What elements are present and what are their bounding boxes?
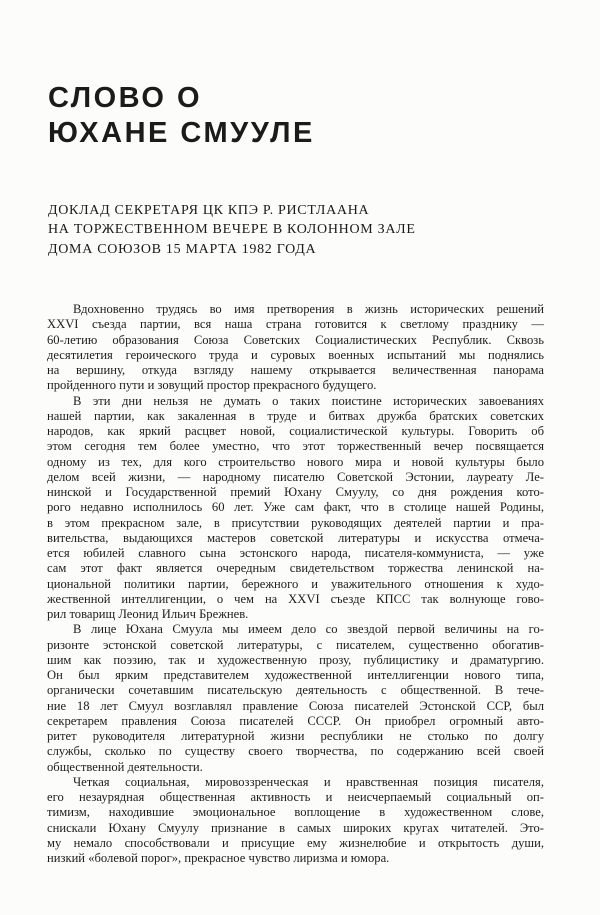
text-line: ризонте эстонской советской литературы, с писателем, существенно обогатив-: [47, 637, 544, 652]
text-line: нашей партии, как закаленная в труде и битвах дружба братских советских: [47, 408, 544, 423]
text-line: XXVI съезда партии, вся наша страна готовится к светлому празднику —: [47, 317, 544, 332]
text-line: в этом прекрасном зале, в присутствии руководящих деятелей партии и пра-: [47, 515, 544, 530]
report-subtitle: [48, 201, 416, 259]
text-line: общественной деятельности.: [47, 759, 203, 774]
subtitle-line-3: ДОМА СОЮЗОВ 15 МАРТА 1982 ГОДА: [48, 241, 317, 257]
page-title-line-2: ЮХАНЕ СМУУЛЕ: [48, 117, 315, 149]
text-line: ние 18 лет Смуул возглавлял правление Союза писателей Эстонской ССР, был: [47, 698, 544, 713]
text-line: В лице Юхана Смуула мы имеем дело со звездой первой величины на го-: [73, 622, 544, 637]
page-title-line-1: СЛОВО О: [48, 82, 203, 114]
text-line: делом всей жизни, — народному писателю Советской Эстонии, лауреату Ле-: [47, 469, 544, 484]
text-line: В эти дни нельзя не думать о таких поистине исторических завоеваниях: [73, 393, 544, 408]
text-line: рого недавно исполнилось 60 лет. Уже сам факт, что в столице нашей Родины,: [47, 500, 544, 515]
paragraph: [47, 775, 544, 867]
text-line: нинской и Государственной премий Юхану Смуулу, со дня рождения кото-: [47, 485, 544, 499]
text-line: на вершину, откуда взгляду нашему открывается величественная панорама: [47, 363, 544, 377]
text-line: органически сочетавшим писательскую деятельность с общественной. В тече-: [47, 683, 544, 698]
text-line: сам этот факт является очередным свидетельством торжества ленинской на-: [47, 561, 544, 576]
text-line: службы, сколько по существу своего творчества, по содержанию всей своей: [47, 744, 544, 759]
text-line: му немало способствовали и присущие ему жизнелюбие и открытость души,: [47, 835, 544, 850]
text-line: пройденного пути и зовущий простор прекрасного будущего.: [47, 378, 377, 393]
text-line: Он был ярким представителем художественной интеллигенции нового типа,: [47, 668, 544, 682]
text-line: шим как поэзию, так и художественную прозу, публицистику и драматургию.: [47, 652, 544, 667]
text-line: Вдохновенно трудясь во имя претворения в жизнь исторических решений: [73, 302, 544, 316]
text-line: этом сегодня тем более уместно, что этот торжественный вечер посвящается: [47, 439, 544, 454]
paragraph: [47, 622, 544, 775]
text-line: низкий «болевой порог», прекрасное чувство лиризма и юмора.: [47, 851, 390, 865]
text-line: рил товарищ Леонид Ильич Брежнев.: [47, 607, 249, 621]
text-line: ется юбилей славного сына эстонского народа, писателя-коммуниста, — уже: [47, 546, 544, 560]
text-line: вительства, выдающихся мастеров советской литературы и искусства отмеча-: [47, 530, 544, 545]
paragraph: [47, 302, 544, 394]
text-line: Четкая социальная, мировоззренческая и нравственная позиция писателя,: [73, 774, 544, 789]
subtitle-line-2: НА ТОРЖЕСТВЕННОМ ВЕЧЕРЕ В КОЛОННОМ ЗАЛЕ: [48, 222, 416, 238]
text-line: 60-летию образования Союза Советских Социалистических Республик. Сквозь: [47, 332, 544, 347]
text-line: снискали Юхану Смуулу признание в самых широких кругах читателей. Это-: [47, 820, 544, 835]
text-line: народов, как яркий расцвет новой, социалистической культуры. Говорить об: [47, 424, 544, 438]
body-text: [47, 302, 544, 866]
text-line: циональной политики партии, бережного и уважительного отношения к худо-: [47, 576, 544, 591]
text-line: ритет руководителя литературной жизни республики не столько по долгу: [47, 729, 544, 743]
text-line: одному из тех, для кого строительство нового мира и новой культуры было: [47, 454, 544, 469]
subtitle-line-1: ДОКЛАД СЕКРЕТАРЯ ЦК КПЭ Р. РИСТЛААНА: [48, 203, 370, 218]
text-line: десятилетия героического труда и суровых военных испытаний мы поднялись: [47, 347, 544, 362]
text-line: жественной интеллигенции, о чем на XXVI съезде КПСС так волнующе гово-: [47, 591, 544, 606]
text-line: секретарем правления Союза писателей СССР. Он приобрел огромный авто-: [47, 713, 544, 728]
paragraph: [47, 394, 544, 623]
text-line: тимизм, находившие эмоциональное воплощение в художественном слове,: [47, 805, 544, 820]
text-line: его незаурядная общественная активность и неисчерпаемый социальный оп-: [47, 790, 544, 804]
page-title: [48, 81, 315, 151]
